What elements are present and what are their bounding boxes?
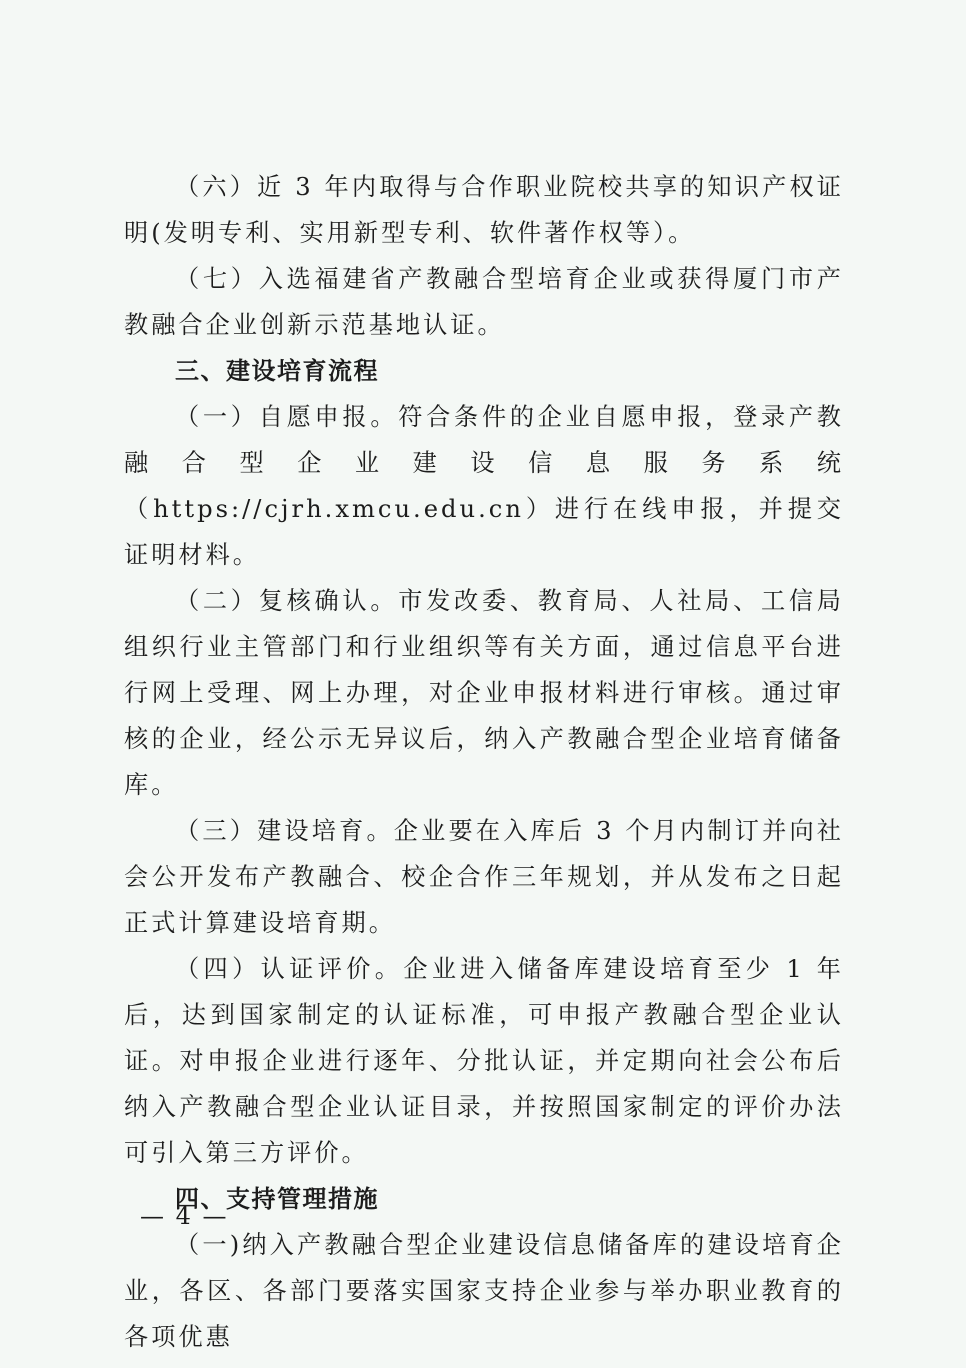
paragraph-step-1: （一）自愿申报。符合条件的企业自愿申报，登录产教融合型企业建设信息服务系统（https://cjrh.xmcu.edu.cn）进行在线申报，并提交证明材料。 <box>124 403 844 569</box>
section-heading-4: 四、支持管理措施 <box>175 1185 379 1213</box>
section-heading-3: 三、建设培育流程 <box>175 357 379 385</box>
paragraph-step-3: （三）建设培育。企业要在入库后 3 个月内制订并向社会公开发布产教融合、校企合作三年规划，并从发布之日起正式计算建设培育期。 <box>124 817 844 937</box>
page-number: — 4 — <box>140 1202 229 1230</box>
paragraph-6: （六）近 3 年内取得与合作职业院校共享的知识产权证明(发明专利、实用新型专利、软件著作权等）。 <box>124 173 844 247</box>
paragraph-7: （七）入选福建省产教融合型培育企业或获得厦门市产教融合企业创新示范基地认证。 <box>124 265 844 339</box>
paragraph-step-4: （四）认证评价。企业进入储备库建设培育至少 1 年后，达到国家制定的认证标准，可申报产教融合型企业认证。对申报企业进行逐年、分批认证，并定期向社会公布后纳入产教融合型企业认证目录，并按照国家制定的评价办法可引入第三方评价。 <box>124 955 844 1167</box>
paragraph-step-2: （二）复核确认。市发改委、教育局、人社局、工信局组织行业主管部门和行业组织等有关方面，通过信息平台进行网上受理、网上办理，对企业申报材料进行审核。通过审核的企业，经公示无异议后，纳入产教融合型企业培育储备库。 <box>124 587 844 799</box>
paragraph-measure-1: （一)纳入产教融合型企业建设信息储备库的建设培育企业，各区、各部门要落实国家支持企业参与举办职业教育的各项优惠 <box>124 1231 844 1351</box>
document-body <box>124 164 844 1360</box>
